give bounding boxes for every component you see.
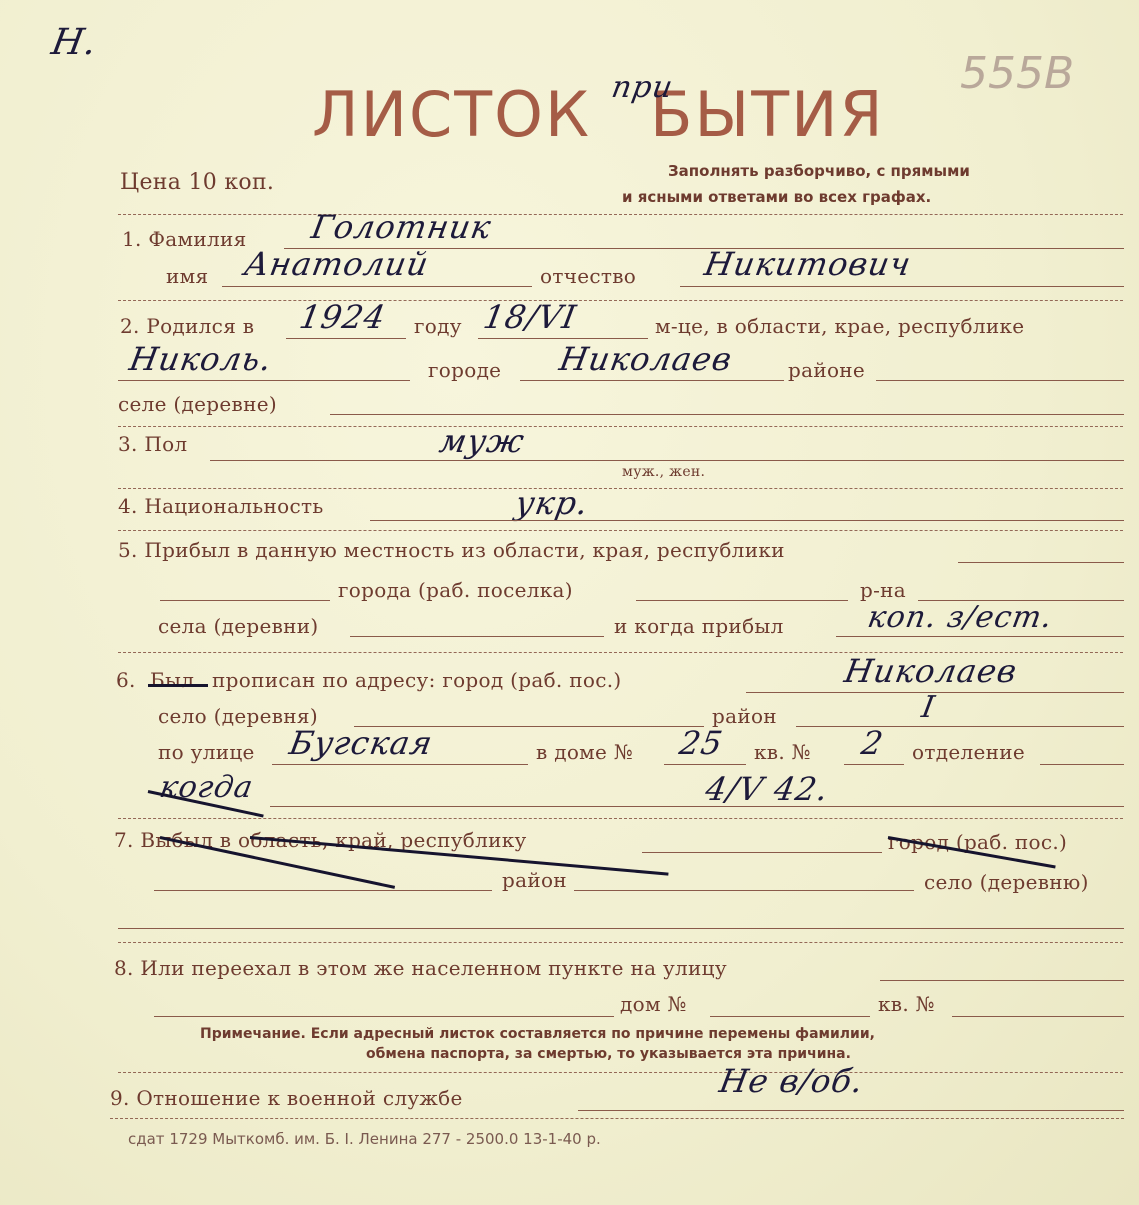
arrived-rayon-label: р-на — [860, 578, 907, 602]
arrived-city-label: города (раб. поселка) — [338, 578, 573, 602]
departed-extra-line — [118, 928, 1124, 929]
divider — [118, 942, 1123, 943]
departed-city-line — [154, 890, 492, 891]
when-strike-text: когда — [156, 770, 257, 805]
born-year-label: году — [414, 314, 462, 338]
registered-district-label: район — [712, 704, 777, 728]
born-region-line — [118, 380, 410, 381]
born-region-value: Николь. — [126, 340, 276, 378]
divider — [110, 1118, 1124, 1119]
moved-street-line — [880, 980, 1124, 981]
registered-village-label: село (деревня) — [158, 704, 318, 728]
arrived-when-value: коп. з/ест. — [864, 600, 1056, 635]
department-label: отделение — [912, 740, 1025, 764]
arrived-city-line — [636, 600, 848, 601]
house-value: 25 — [676, 724, 727, 762]
when-line — [270, 806, 1124, 807]
registered-label: прописан по адресу: город (раб. пос.) — [212, 668, 622, 692]
patronymic-value: Никитович — [701, 245, 915, 283]
sex-line — [210, 460, 1124, 461]
born-label: 2. Родился в — [120, 314, 255, 338]
house-line — [664, 764, 746, 765]
born-year-value: 1924 — [296, 298, 389, 336]
military-value: Не в/об. — [716, 1062, 867, 1100]
name-value: Анатолий — [241, 245, 432, 283]
military-label: 9. Отношение к военной службе — [110, 1086, 463, 1110]
apt-label: кв. № — [754, 740, 811, 764]
divider — [118, 488, 1123, 489]
price-label: Цена 10 коп. — [120, 170, 275, 195]
departed-city-label: город (раб. пос.) — [888, 830, 1068, 854]
arrived-village-label: села (деревни) — [158, 614, 319, 638]
registered-district-value: I — [918, 690, 938, 725]
moved-apt-line — [952, 1016, 1124, 1017]
registered-city-value: Николаев — [841, 652, 1021, 690]
divider — [118, 300, 1123, 301]
born-city-value: Николаев — [556, 340, 736, 378]
sex-label: 3. Пол — [118, 432, 188, 456]
divider — [118, 530, 1123, 531]
born-date-line — [478, 338, 648, 339]
instruction-line1: Заполнять разборчиво, с прямыми — [668, 162, 970, 180]
note-line1: Примечание. Если адресный листок составляется по причине перемены фамилии, — [200, 1026, 875, 1042]
surname-value: Голотник — [308, 208, 495, 246]
surname-label: 1. Фамилия — [122, 227, 247, 251]
when-value: 4/V 42. — [702, 770, 832, 808]
divider — [118, 1072, 1123, 1073]
arrived-label: 5. Прибыл в данную местность из области, края, республики — [118, 538, 785, 562]
moved-label: 8. Или переехал в этом же населенном пункте на улицу — [114, 956, 727, 980]
title-right: БЫТИЯ — [650, 78, 885, 151]
born-village-label: селе (деревне) — [118, 392, 277, 416]
department-line — [1040, 764, 1124, 765]
strike-mark — [148, 684, 208, 687]
name-label: имя — [166, 264, 209, 288]
born-district-label: районе — [788, 358, 866, 382]
born-village-line — [330, 414, 1124, 415]
instruction-line2: и ясными ответами во всех графах. — [622, 188, 932, 206]
footer-imprint: сдат 1729 Мыткомб. им. Б. I. Ленина 277 - 2500.0 13-1-40 р. — [128, 1130, 601, 1148]
born-place-label: м-це, в области, крае, республике — [655, 314, 1025, 338]
divider — [118, 818, 1123, 819]
departed-label: 7. Выбыл в область, край, республику — [114, 828, 527, 852]
registered-strike-text: Был — [150, 668, 195, 692]
arrived-village-line — [350, 636, 604, 637]
departed-rayon-label: район — [502, 868, 567, 892]
moved-line — [154, 1016, 614, 1017]
arrived-when-label: и когда прибыл — [614, 614, 784, 638]
military-line — [578, 1110, 1124, 1111]
title-insert: при — [608, 70, 676, 105]
registered-number: 6. — [116, 668, 136, 692]
moved-house-label: дом № — [620, 992, 687, 1016]
title-left: ЛИСТОК — [312, 78, 591, 151]
street-line — [272, 764, 528, 765]
divider — [118, 214, 1123, 215]
patronymic-line — [680, 286, 1124, 287]
street-label: по улице — [158, 740, 255, 764]
born-date-value: 18/VI — [480, 298, 580, 336]
born-city-label: городе — [428, 358, 502, 382]
patronymic-label: отчество — [540, 264, 637, 288]
sex-hint: муж., жен. — [622, 464, 706, 480]
departed-rayon-line — [574, 890, 914, 891]
departed-village-label: село (деревню) — [924, 870, 1089, 894]
street-value: Бугская — [286, 724, 436, 762]
apt-line — [844, 764, 904, 765]
registered-district-line — [796, 726, 1124, 727]
moved-house-line — [710, 1016, 870, 1017]
arrived-line — [958, 562, 1124, 563]
house-label: в доме № — [536, 740, 634, 764]
sex-value: муж — [436, 422, 528, 460]
departed-region-line — [642, 852, 882, 853]
divider — [118, 426, 1123, 427]
moved-apt-label: кв. № — [878, 992, 935, 1016]
note-line2: обмена паспорта, за смертью, то указывается эта причина. — [366, 1046, 851, 1062]
corner-mark: Н. — [48, 22, 101, 63]
nationality-value: укр. — [512, 484, 592, 522]
born-city-line — [520, 380, 784, 381]
born-year-line — [286, 338, 406, 339]
born-district-line — [876, 380, 1124, 381]
nationality-line — [370, 520, 1124, 521]
arrived-region-line — [160, 600, 330, 601]
nationality-label: 4. Национальность — [118, 494, 324, 518]
apt-value: 2 — [858, 724, 887, 762]
arrived-when-line — [836, 636, 1124, 637]
name-line — [222, 286, 532, 287]
stamp-number: 555В — [960, 48, 1075, 99]
